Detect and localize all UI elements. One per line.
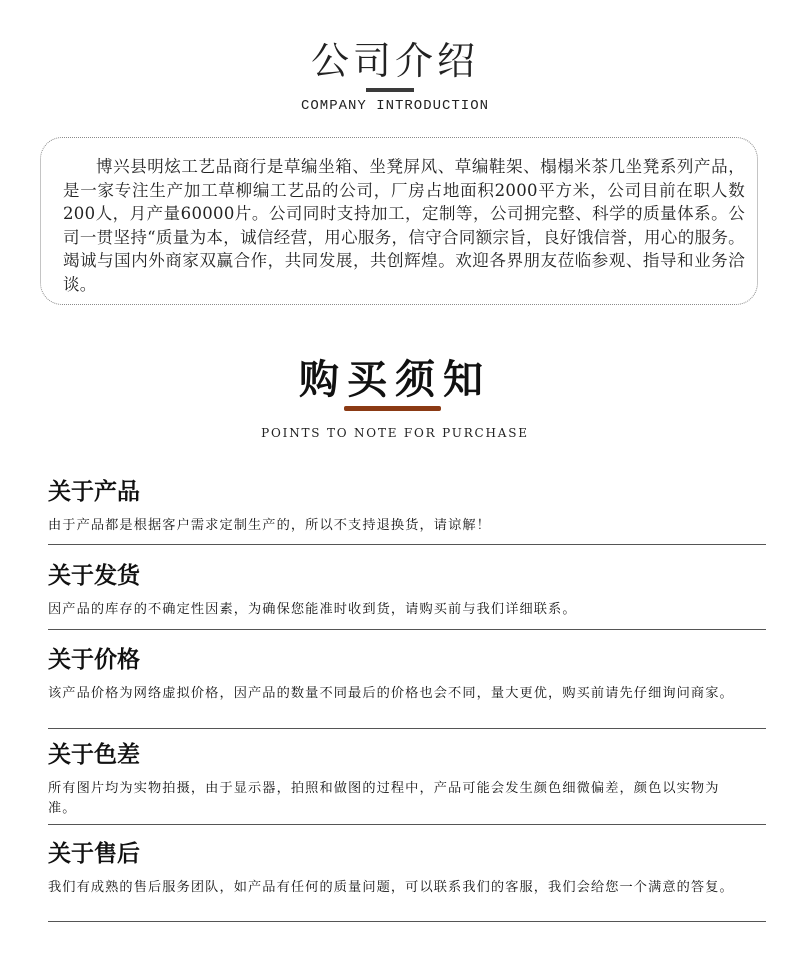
section-text: 该产品价格为网络虚拟价格，因产品的数量不同最后的价格也会不同，量大更优，购买前请先仔细询问商家。 [48, 686, 734, 701]
section-text: 所有图片均为实物拍摄，由于显示器，拍照和做图的过程中，产品可能会发生颜色细微偏差，颜色以实物为准。 [48, 781, 720, 816]
section-text: 由于产品都是根据客户需求定制生产的，所以不支持退换货，请谅解！ [48, 518, 491, 533]
section-text: 我们有成熟的售后服务团队，如产品有任何的质量问题，可以联系我们的客服，我们会给您一个满意的答复。 [48, 880, 734, 895]
company-intro-subtitle: COMPANY INTRODUCTION [300, 98, 490, 114]
section-divider [48, 629, 766, 630]
section-text: 因产品的库存的不确定性因素，为确保您能准时收到货，请购买前与我们详细联系。 [48, 602, 577, 617]
section-divider [48, 921, 766, 922]
section-heading: 关于售后 [48, 841, 140, 867]
company-title-underline [366, 88, 414, 92]
section-color-difference [48, 741, 766, 819]
section-heading: 关于色差 [48, 742, 140, 768]
section-divider [48, 544, 766, 545]
purchase-notice-title: 购买须知 [299, 357, 491, 403]
section-heading: 关于价格 [48, 647, 140, 673]
company-intro-title: 公司介绍 [310, 39, 479, 83]
section-shipping [48, 562, 766, 620]
section-heading: 关于发货 [48, 563, 140, 589]
purchase-notice-underline [344, 406, 441, 411]
company-intro-box [40, 137, 758, 305]
section-price [48, 646, 766, 704]
section-divider [48, 824, 766, 825]
purchase-notice-subtitle: POINTS TO NOTE FOR PURCHASE [261, 426, 529, 440]
section-divider [48, 728, 766, 729]
section-heading: 关于产品 [48, 479, 140, 505]
section-product [48, 478, 766, 536]
company-intro-text: 博兴县明炫工艺品商行是草编坐箱、坐凳屏风、草编鞋架、榻榻米茶几坐凳系列产品，是一家专注生产加工草柳编工艺品的公司，厂房占地面积2000平方米，公司目前在职人数200人，月产量60000片。公司同时支持加工，定制等，公司拥完整、科学的质量体系。公司一贯坚持“质量为本，诚信经营，用心服务，信守合同额宗旨，良好饿信誉，用心的服务。竭诚与国内外商家双赢合作，共同发展，共创辉煌。欢迎各界朋友莅临参观、指导和业务洽谈。 [63, 157, 745, 294]
section-after-sales [48, 840, 766, 898]
